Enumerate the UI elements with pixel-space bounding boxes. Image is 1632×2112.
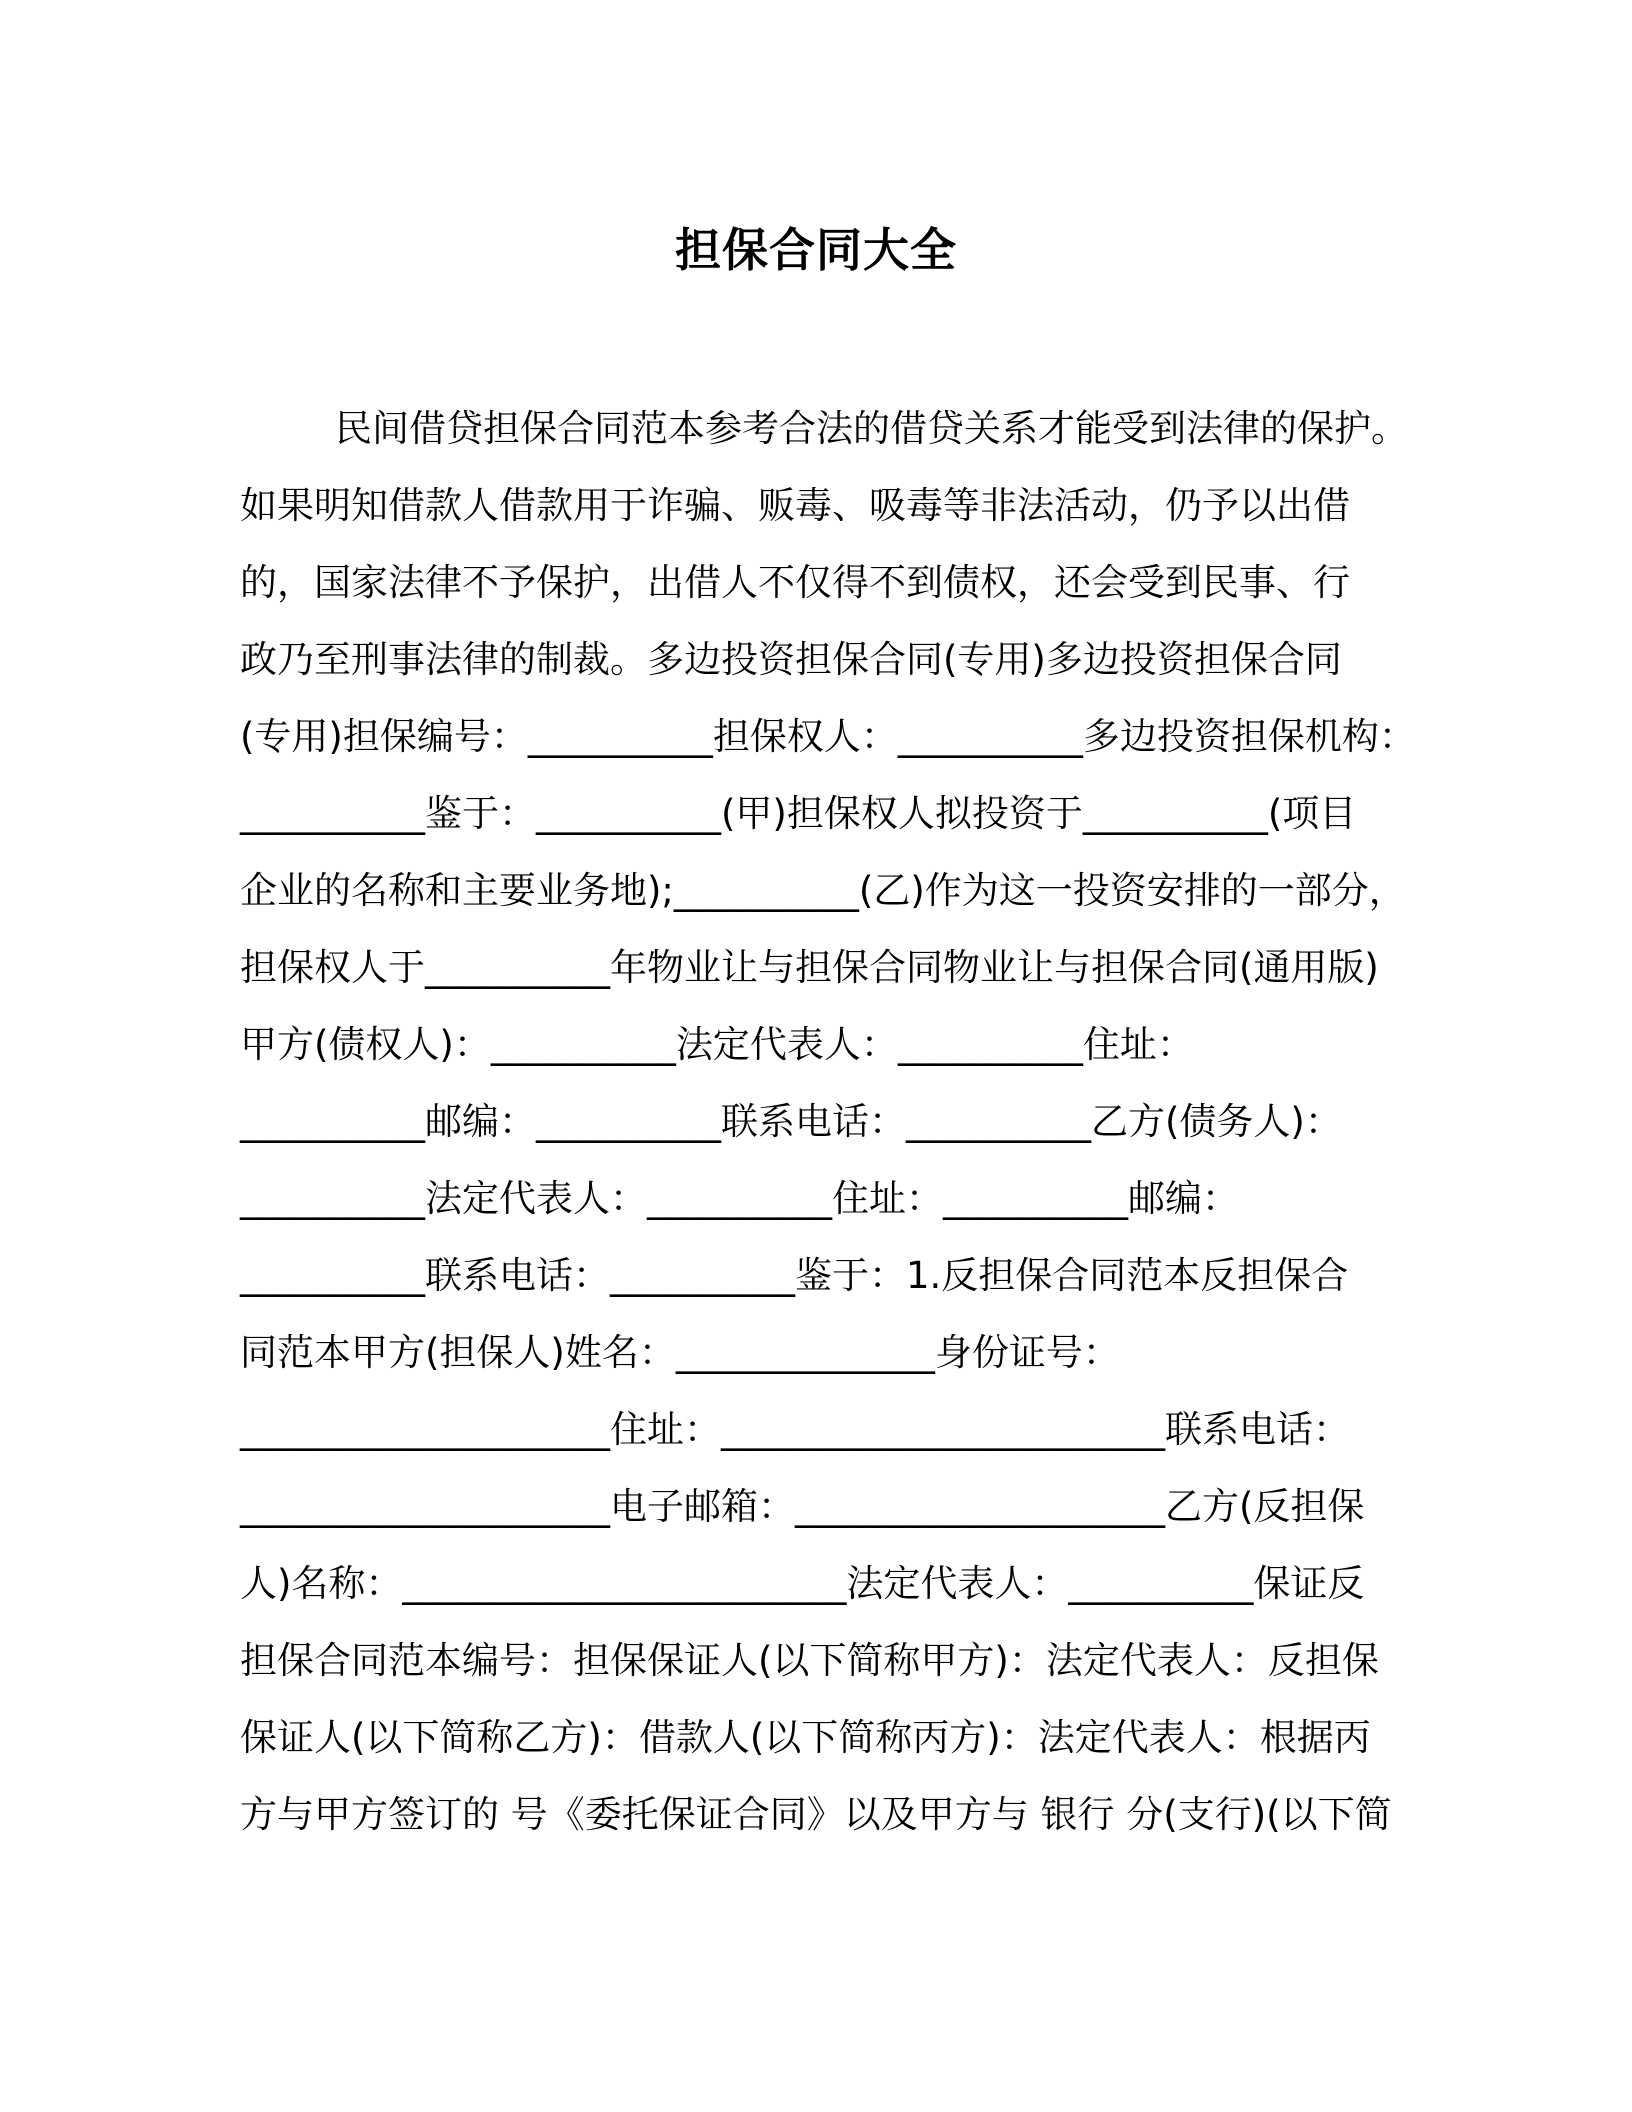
body-line: (专用)担保编号：__________担保权人：__________多边投资担保机构： [240,715,1416,758]
body-line: 保证人(以下简称乙方)：借款人(以下简称丙方)：法定代表人：根据丙 [240,1716,1371,1759]
body-line: 人)名称：________________________法定代表人：__________保证反 [240,1562,1365,1605]
body-line: 政乃至刑事法律的制裁。多边投资担保合同(专用)多边投资担保合同 [240,638,1342,681]
document-body [240,390,1416,1853]
body-line: ____________________电子邮箱：____________________乙方(反担保 [240,1485,1365,1528]
body-line: 担保权人于__________年物业让与担保合同物业让与担保合同(通用版) [240,946,1379,989]
body-line: 担保合同范本编号：担保保证人(以下简称甲方)：法定代表人：反担保 [240,1639,1379,1682]
body-line: 的，国家法律不予保护，出借人不仅得不到债权，还会受到民事、行 [240,561,1350,604]
body-line: __________法定代表人：__________住址：__________邮编： [240,1177,1239,1220]
document-title: 担保合同大全 [675,223,957,277]
body-line: 如果明知借款人借款用于诈骗、贩毒、吸毒等非法活动，仍予以出借 [240,484,1350,527]
body-line: __________邮编：__________联系电话：__________乙方(债务人)： [240,1100,1342,1143]
body-line: 民间借贷担保合同范本参考合法的借贷关系才能受到法律的保护。 [335,407,1408,450]
body-line: ____________________住址：________________________联系电话： [240,1408,1350,1451]
body-line: 企业的名称和主要业务地);__________(乙)作为这一投资安排的一部分， [240,869,1406,912]
body-line: 甲方(债权人)：__________法定代表人：__________住址： [240,1023,1194,1066]
body-line: __________鉴于：__________(甲)担保权人拟投资于__________(项目 [240,792,1357,835]
body-line: __________联系电话：__________鉴于：1.反担保合同范本反担保合 [240,1254,1349,1297]
body-line: 方与甲方签订的 号《委托保证合同》以及甲方与 银行 分(支行)(以下简 [240,1793,1392,1836]
body-line: 同范本甲方(担保人)姓名：______________身份证号： [240,1331,1120,1374]
